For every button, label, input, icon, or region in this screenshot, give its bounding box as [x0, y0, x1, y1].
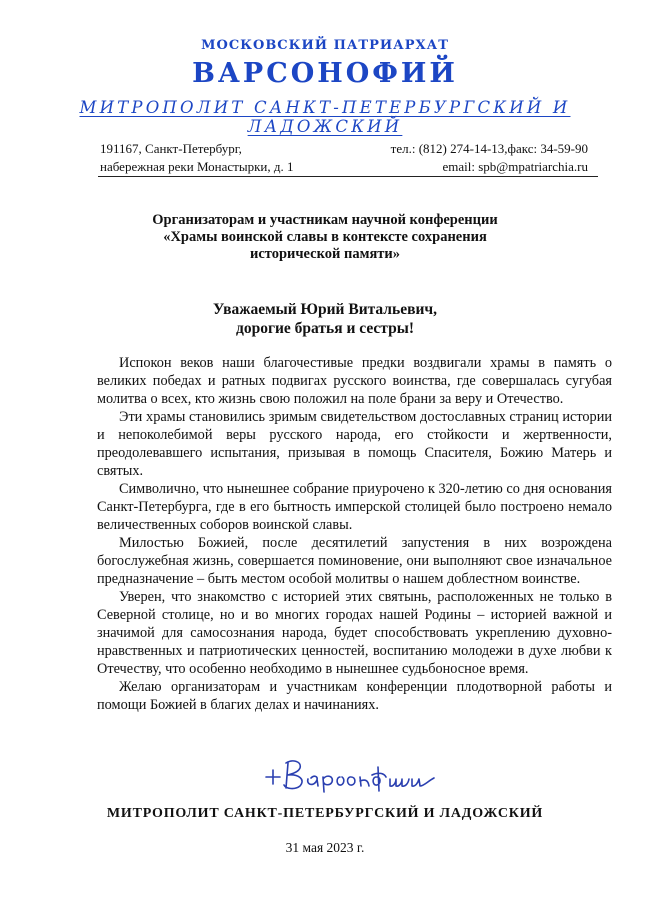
paragraph-1: Испокон веков наши благочестивые предки воздвигали храмы в память о великих победах и ратных подвигах русского воинства, где совершалась сугубая молитва о всех, кто жизнь свою положил на поле брани за веру и Отечество. — [97, 355, 612, 407]
postal-address — [100, 140, 293, 176]
signature-title: МИТРОПОЛИТ САНКТ-ПЕТЕРБУРГСКИЙ И ЛАДОЖСКИЙ — [106, 806, 544, 821]
address-line-2: набережная реки Монастырки, д. 1 — [100, 159, 294, 174]
addressee-line-1: Организаторам и участникам научной конференции — [152, 212, 498, 228]
letterhead-name: ВАРСОНОФИЙ — [192, 58, 458, 89]
salutation-line-2: дорогие братья и сестры! — [236, 320, 414, 337]
letter-date: 31 мая 2023 г. — [285, 840, 365, 855]
address-line-1: 191167, Санкт-Петербург, — [100, 141, 242, 156]
paragraph-6: Желаю организаторам и участникам конференции плодотворной работы и помощи Божией в благих делах и начинаниях. — [97, 679, 612, 713]
paragraph-2: Эти храмы становились зримым свидетельством достославных страниц истории и непоколебимой веры русского народа, его стойкости и жертвенности, преодолевавшего испытания, призывая в помощь Спасителя, Божию Матерь и святых. — [97, 409, 612, 479]
letter-body — [97, 354, 612, 714]
letterhead-title: МИТРОПОЛИТ САНКТ-ПЕТЕРБУРГСКИЙ И ЛАДОЖСКИЙ — [79, 98, 571, 136]
addressee-line-2: «Храмы воинской славы в контексте сохранения — [163, 229, 487, 245]
paragraph-5: Уверен, что знакомство с историей этих святынь, расположенных не только в Северной столице, но и во многих городах нашей Родины – историей важной и значимой для самосознания народа, будет способствовать укреплению духовно-нравственных и патриотических ценностей, воспитанию молодежи в духе любви к Отечеству, что особенно необходимо в нынешнее судьбоносное время. — [97, 589, 612, 677]
salutation — [60, 300, 590, 338]
phone-fax: тел.: (812) 274-14-13,факс: 34-59-90 — [390, 141, 588, 156]
address-divider — [98, 176, 598, 177]
addressee-line-3: исторической памяти» — [249, 246, 401, 262]
addressee-block — [60, 212, 590, 263]
paragraph-3: Символично, что нынешнее собрание приурочено к 320-летию со дня основания Санкт-Петербурга, где в его бытность имперской столицей было построено немало величественных соборов воинской славы. — [97, 481, 612, 533]
paragraph-4: Милостью Божией, после десятилетий запустения в них возрождена богослужебная жизнь, совершается поминовение, они выполняют свое изначальное предназначение – быть местом особой молитвы о нашем доблестном воинстве. — [97, 535, 612, 587]
handwritten-signature — [262, 755, 452, 795]
email-address: email: spb@mpatriarchia.ru — [442, 159, 588, 174]
contact-info — [391, 140, 588, 176]
letterhead-patriarchate: МОСКОВСКИЙ ПАТРИАРХАТ — [201, 38, 449, 53]
salutation-line-1: Уважаемый Юрий Витальевич, — [212, 301, 438, 318]
